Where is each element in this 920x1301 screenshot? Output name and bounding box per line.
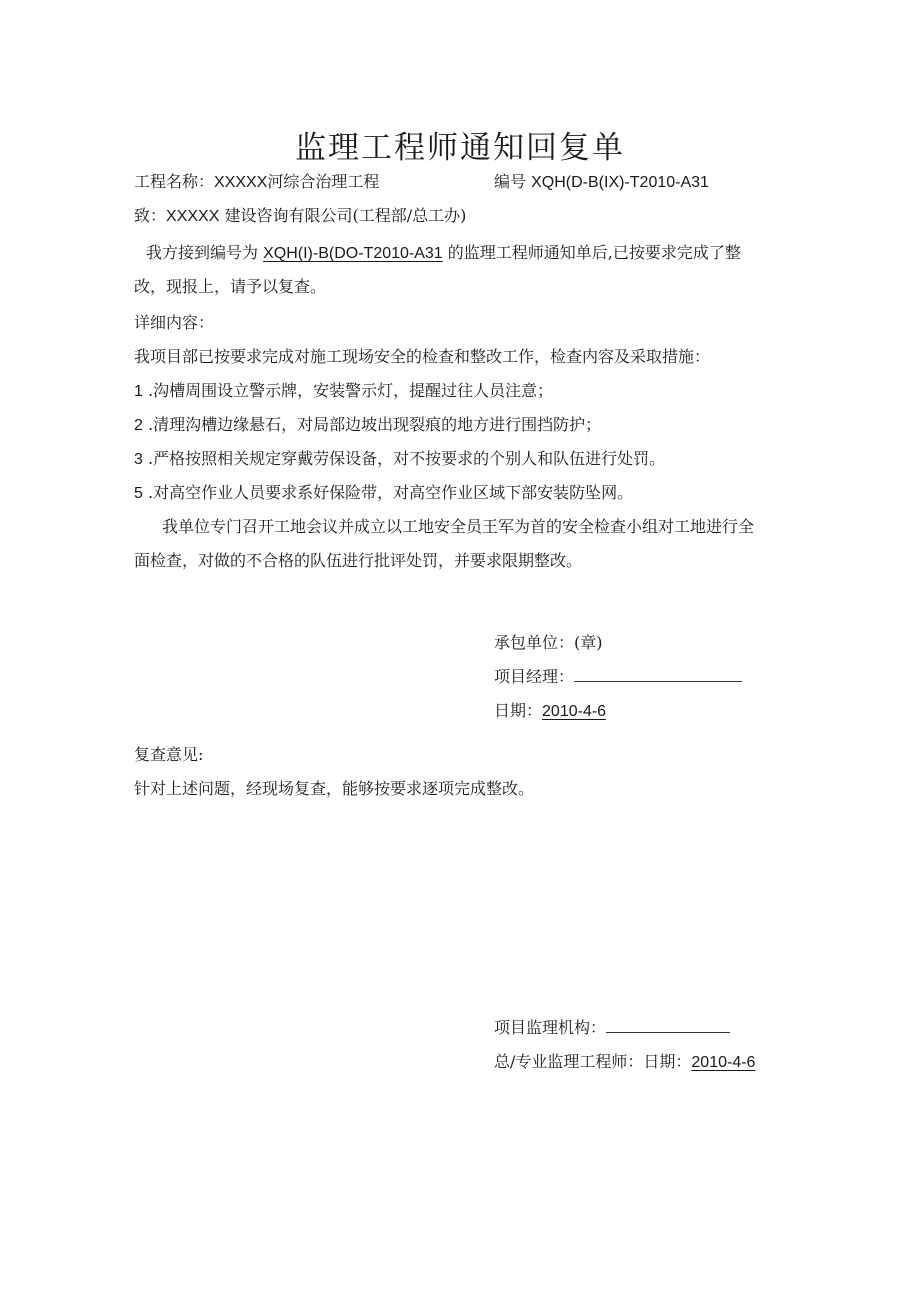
measure-item [134, 483, 633, 504]
intro-line-1 [146, 243, 741, 264]
supervision-engineer-label: 总/专业监理工程师：日期： [494, 1052, 692, 1071]
supervision-org-signature-line [606, 1018, 730, 1033]
measure-text: .对高空作业人员要求系好保险带，对高空作业区域下部安装防坠网。 [148, 483, 634, 502]
measure-number: 1 [134, 383, 143, 400]
measure-text: .严格按照相关规定穿戴劳保设备，对不按要求的个别人和队伍进行处罚。 [148, 449, 666, 468]
intro-line-2: 改，现报上，请予以复查。 [134, 277, 327, 296]
contractor-unit-label: 承包单位：(章) [494, 633, 603, 652]
details-label: 详细内容： [134, 313, 215, 332]
recipient-row [134, 206, 466, 227]
measure-item [134, 381, 553, 402]
measure-text: .沟槽周围设立警示牌，安装警示灯，提醒过往人员注意； [148, 381, 554, 400]
review-text: 针对上述问题，经现场复查，能够按要求逐项完成整改。 [134, 779, 535, 798]
recipient-code: XXXXX [166, 208, 220, 225]
project-manager-row [494, 667, 742, 687]
intro-before: 我方接到编号为 [146, 243, 259, 262]
contractor-date-row [494, 701, 606, 722]
recipient-value: 建设咨询有限公司(工程部/总工办) [224, 206, 467, 225]
contractor-date-label: 日期： [494, 701, 543, 720]
summary-line-1: 我单位专门召开工地会议并成立以工地安全员王军为首的安全检查小组对工地进行全 [162, 517, 755, 536]
project-name-value: 河综合治理工程 [267, 172, 380, 191]
project-name-code: XXXXX [214, 174, 268, 191]
details-intro: 我项目部已按要求完成对施工现场安全的检查和整改工作，检查内容及采取措施： [134, 347, 711, 366]
project-name-row [134, 172, 379, 193]
measure-number: 2 [134, 417, 143, 434]
contractor-date-value: 2010-4-6 [542, 703, 607, 720]
measure-item [134, 415, 601, 436]
measure-item [134, 449, 665, 470]
project-number-row [494, 172, 709, 193]
project-manager-signature-line [574, 667, 742, 682]
measure-number: 5 [134, 485, 143, 502]
page-title: 监理工程师通知回复单 [295, 130, 625, 166]
intro-after: 的监理工程师通知单后,已按要求完成了整 [447, 243, 741, 262]
measure-text: .清理沟槽边缘悬石，对局部边坡出现裂痕的地方进行围挡防护； [148, 415, 602, 434]
project-number-label: 编号 [494, 172, 527, 191]
measure-number: 3 [134, 451, 143, 468]
notice-reference: XQH(I)-B(DO-T2010-A31 [263, 245, 443, 262]
supervision-engineer-row [494, 1052, 755, 1073]
supervision-org-label: 项目监理机构： [494, 1018, 607, 1037]
review-label: 复查意见: [134, 745, 204, 764]
project-manager-label: 项目经理： [494, 667, 575, 686]
recipient-label: 致： [134, 206, 167, 225]
summary-line-2: 面检查，对做的不合格的队伍进行批评处罚，并要求限期整改。 [134, 551, 583, 570]
supervision-date-value: 2010-4-6 [691, 1054, 756, 1071]
project-name-label: 工程名称： [134, 172, 215, 191]
project-number-value: XQH(D-B(IX)-T2010-A31 [531, 174, 709, 191]
supervision-org-row [494, 1018, 730, 1038]
